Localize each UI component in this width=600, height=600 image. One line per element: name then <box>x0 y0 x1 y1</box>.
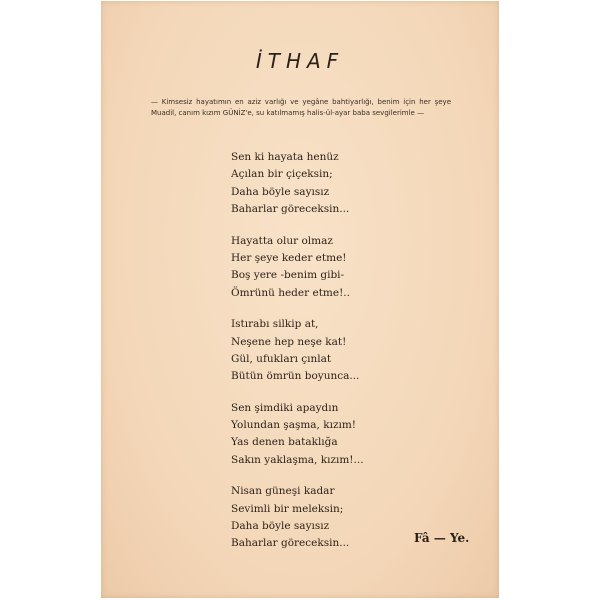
poem-line: Sakın yaklaşma, kızım!... <box>231 453 364 466</box>
poem-line: Daha böyle sayısız <box>231 185 330 198</box>
stanza <box>231 316 431 386</box>
poem-line: Bütün ömrün boyunca... <box>231 370 360 383</box>
poem-line: Daha böyle sayısız <box>231 520 330 533</box>
poem-line: Ömrünü heder etme!.. <box>231 286 350 299</box>
poem-line: Yas denen bataklığa <box>231 436 338 449</box>
poem-line: Sen ki hayata henüz <box>231 151 339 163</box>
page-title: İTHAF <box>255 49 345 73</box>
poem-line: Yolundan şaşma, kızım! <box>231 419 357 432</box>
poem-line: Hayatta olur olmaz <box>231 234 333 247</box>
poem-line: Sen şimdiki apaydın <box>231 401 339 414</box>
poem-line: Baharlar göreceksin... <box>231 203 350 216</box>
stanza <box>231 149 431 219</box>
book-page <box>101 1 499 598</box>
poem-line: Açılan bir çiçeksin; <box>231 168 333 181</box>
poem-line: Baharlar göreceksin... <box>231 537 350 550</box>
poem-line: Her şeye keder etme! <box>231 251 347 264</box>
poem-line: Neşene hep neşe kat! <box>231 335 347 348</box>
stanza <box>231 400 431 470</box>
stanza <box>231 483 431 553</box>
poem <box>231 149 431 567</box>
poem-line: Istırabı silkip at, <box>231 318 319 331</box>
signature: Fâ — Ye. <box>414 531 470 545</box>
poem-line: Nisan güneşi kadar <box>231 485 335 498</box>
poem-line: Sevimli bir meleksin; <box>231 502 344 515</box>
poem-line: Boş yere -benim gibi- <box>231 269 345 282</box>
stanza <box>231 233 431 303</box>
dedication-text: — Kimsesiz hayatımın en aziz varlığı ve yegâne bahtiyarlığı, benim için her şeye Muadil, canım kızım GÜNİZ'e, su katılmamış halis-ül-ayar baba sevgilerimle — <box>151 98 451 117</box>
poem-line: Gül, ufukları çınlat <box>231 352 332 365</box>
